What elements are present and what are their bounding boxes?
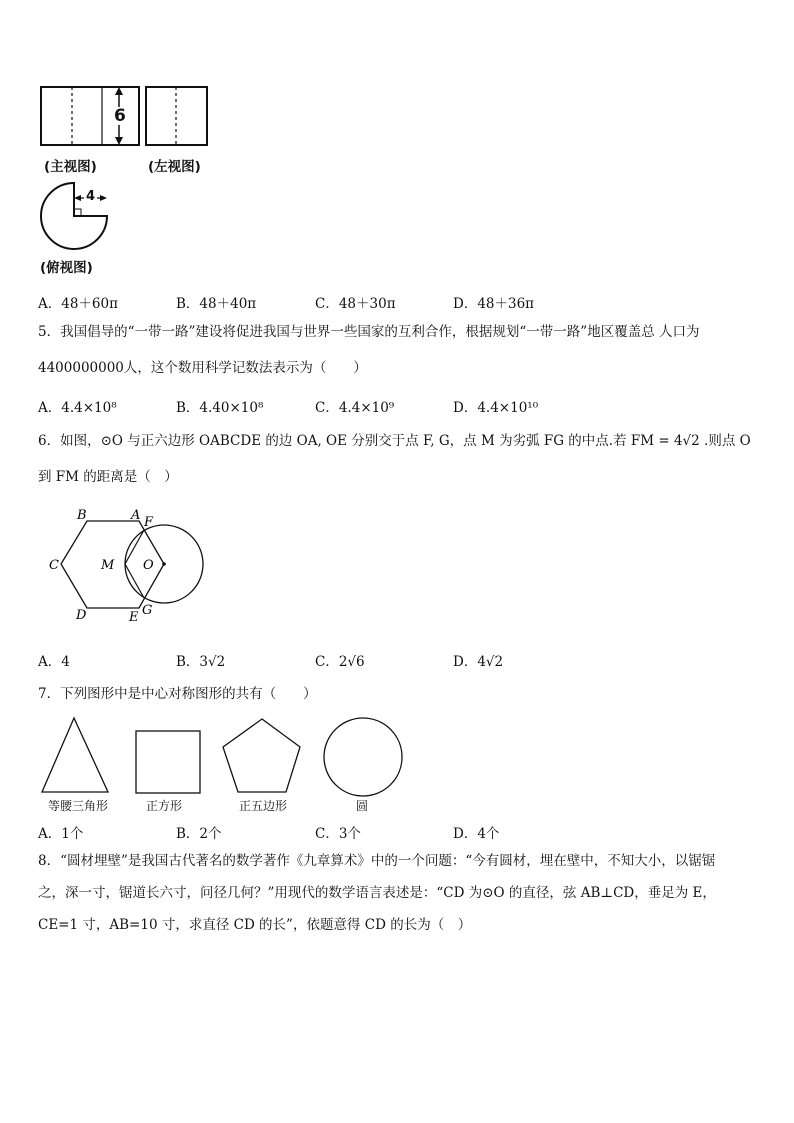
option-value: 4.4×10⁸ (61, 400, 117, 416)
left-view-caption: (左视图) (148, 159, 201, 175)
label-m: M (101, 558, 115, 573)
front-view-caption: (主视图) (44, 159, 97, 175)
option-value: 2√6 (338, 654, 365, 670)
segment-gm (125, 564, 144, 598)
option-letter: A． (38, 296, 62, 312)
q8-stem-line2: 之，深一寸，锯道长六寸，问径几何？”用现代的数学语言表述是：“CD 为⊙O 的直径，弦 AB⊥CD，垂足为 E， (38, 885, 716, 901)
option-value: 1个 (61, 826, 84, 842)
label-c: C (49, 558, 59, 573)
q5-option-d[interactable] (453, 396, 538, 416)
option-value: 4.4×10¹⁰ (477, 400, 539, 416)
q6-stem-line2: 到 FM 的距离是（ ） (38, 469, 178, 485)
option-letter: B． (176, 400, 200, 416)
q6-stem-line1: 6．如图，⊙O 与正六边形 OABCDE 的边 OA, OE 分别交于点 F, G，点 M 为劣弧 FG 的中点.若 FM = 4√2 .则点 O (38, 433, 751, 449)
option-value: 4.40×10⁸ (199, 400, 264, 416)
option-value: 4 (61, 654, 70, 670)
circle-shape (324, 718, 402, 796)
shape-label-square: 正方形 (146, 799, 183, 813)
shape-label-pentagon: 正五边形 (239, 799, 288, 813)
label-a: A (131, 508, 141, 523)
option-letter: D． (453, 400, 478, 416)
q5-option-c[interactable] (315, 396, 394, 416)
q4-option-a[interactable] (38, 292, 118, 312)
option-letter: D． (453, 826, 478, 842)
q5-stem-line2: 4400000000人，这个数用科学记数法表示为（ ） (38, 360, 367, 376)
option-value: 4√2 (477, 654, 504, 670)
option-letter: C． (315, 654, 339, 670)
square-shape (136, 731, 200, 793)
point-o (162, 562, 166, 566)
label-f: F (144, 515, 154, 530)
option-letter: D． (453, 654, 478, 670)
q7-option-d[interactable] (453, 822, 499, 842)
option-value: 48＋36π (477, 296, 535, 312)
q6-option-b[interactable] (176, 650, 225, 670)
q7-option-b[interactable] (176, 822, 222, 842)
option-value: 4.4×10⁹ (338, 400, 395, 416)
label-g: G (142, 603, 153, 618)
q5-option-a[interactable] (38, 396, 117, 416)
hexagon-circle-figure (40, 500, 220, 630)
option-letter: B． (176, 296, 200, 312)
q8-stem-line1: 8．“圆材埋壁”是我国古代著名的数学著作《九章算术》中的一个问题：“今有圆材，埋在壁中，不知大小，以锯锯 (38, 853, 716, 869)
option-value: 3√2 (199, 654, 226, 670)
option-value: 2个 (199, 826, 222, 842)
left-view (146, 87, 207, 145)
option-letter: D． (453, 296, 478, 312)
shape-label-circle: 圆 (356, 799, 369, 813)
option-letter: A． (38, 654, 62, 670)
option-letter: C． (315, 296, 339, 312)
q4-option-c[interactable] (315, 292, 396, 312)
segment-fm (125, 530, 144, 564)
regular-pentagon-shape (223, 719, 300, 792)
q6-option-a[interactable] (38, 650, 70, 670)
q7-option-c[interactable] (315, 822, 361, 842)
option-value: 4个 (477, 826, 500, 842)
three-view-figure (36, 82, 226, 282)
q7-stem: 7．下列图形中是中心对称图形的共有（ ） (38, 686, 317, 702)
q6-option-d[interactable] (453, 650, 503, 670)
option-letter: C． (315, 400, 339, 416)
option-letter: B． (176, 826, 200, 842)
q4-option-d[interactable] (453, 292, 534, 312)
label-d: D (76, 608, 87, 623)
label-b: B (77, 508, 87, 523)
dim-height-label: 6 (114, 106, 126, 126)
option-letter: B． (176, 654, 200, 670)
q5-option-b[interactable] (176, 396, 263, 416)
option-letter: A． (38, 826, 62, 842)
label-o: O (143, 558, 154, 573)
q7-option-a[interactable] (38, 822, 83, 842)
shape-label-triangle: 等腰三角形 (48, 799, 109, 813)
isosceles-triangle-shape (42, 718, 108, 792)
option-value: 3个 (338, 826, 361, 842)
top-view-caption: (俯视图) (40, 260, 93, 276)
top-view (41, 183, 107, 249)
shapes-figure (36, 712, 416, 798)
option-value: 48＋60π (61, 296, 118, 312)
q5-stem-line1: 5．我国倡导的“一带一路”建设将促进我国与世界一些国家的互利合作，根据规划“一带一路”地区覆盖总 人口为 (38, 324, 700, 340)
label-e: E (129, 610, 139, 625)
q4-option-b[interactable] (176, 292, 256, 312)
dim-radius-label: 4 (86, 189, 96, 204)
q6-option-c[interactable] (315, 650, 365, 670)
option-value: 48＋30π (338, 296, 396, 312)
option-letter: C． (315, 826, 339, 842)
option-value: 48＋40π (199, 296, 257, 312)
q8-stem-line3: CE=1 寸，AB=10 寸，求直径 CD 的长”，依题意得 CD 的长为（ ） (38, 917, 472, 933)
option-letter: A． (38, 400, 62, 416)
